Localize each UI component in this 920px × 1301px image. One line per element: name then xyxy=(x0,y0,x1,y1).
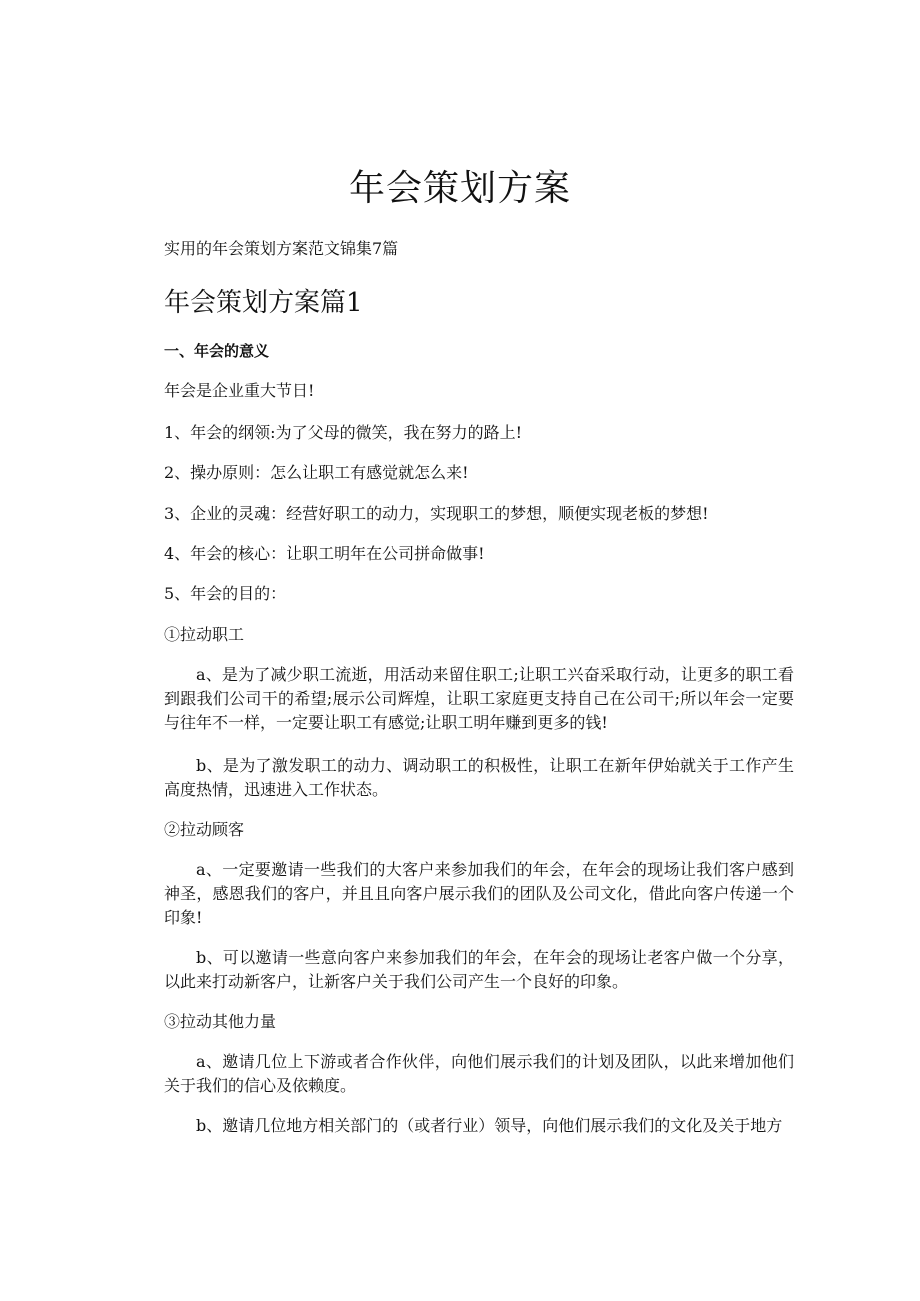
paragraph-text: b、邀请几位地方相关部门的（或者行业）领导，向他们展示我们的文化及关于地方 xyxy=(196,1116,783,1135)
paragraph: ③拉动其他力量 xyxy=(164,1012,277,1031)
paragraph-text: b、可以邀请一些意向客户来参加我们的年会，在年会的现场让老客户做一个分享，以此来打动新客户，让新客户关于我们公司产生一个良好的印象。 xyxy=(164,948,794,991)
sub-heading: 一、年会的意义 xyxy=(164,342,270,360)
paragraph-text: b、是为了激发职工的动力、调动职工的积极性，让职工在新年伊始就关于工作产生高度热情，迅速进入工作状态。 xyxy=(164,756,794,799)
paragraph: ②拉动顾客 xyxy=(164,820,245,839)
paragraph: 2、操办原则：怎么让职工有感觉就怎么来! xyxy=(164,463,469,482)
paragraph: 3、企业的灵魂：经营好职工的动力，实现职工的梦想，顺便实现老板的梦想! xyxy=(164,504,709,523)
paragraph: ①拉动职工 xyxy=(164,625,245,644)
document-title: 年会策划方案 xyxy=(348,168,571,209)
paragraph: 年会是企业重大节日! xyxy=(164,381,315,400)
paragraph xyxy=(164,754,794,802)
paragraph: 4、年会的核心：让职工明年在公司拼命做事! xyxy=(164,544,485,563)
paragraph xyxy=(164,663,794,735)
paragraph: 1、年会的纲领:为了父母的微笑，我在努力的路上! xyxy=(164,423,523,442)
paragraph xyxy=(164,1050,794,1098)
paragraph xyxy=(164,946,794,994)
paragraph: 5、年会的目的： xyxy=(164,584,287,603)
document-subtitle: 实用的年会策划方案范文锦集7篇 xyxy=(164,239,399,258)
paragraph-text: a、是为了减少职工流逝，用活动来留住职工;让职工兴奋采取行动，让更多的职工看到跟我们公司干的希望;展示公司辉煌，让职工家庭更支持自己在公司干;所以年会一定要与往年不一样，一定要让职工有感觉;让职工明年赚到更多的钱! xyxy=(164,665,794,732)
paragraph-text: a、一定要邀请一些我们的大客户来参加我们的年会，在年会的现场让我们客户感到神圣，感恩我们的客户，并且且向客户展示我们的团队及公司文化，借此向客户传递一个印象! xyxy=(164,860,794,927)
paragraph xyxy=(164,858,794,930)
section-heading: 年会策划方案篇1 xyxy=(164,288,363,318)
paragraph-text: a、邀请几位上下游或者合作伙伴，向他们展示我们的计划及团队，以此来增加他们关于我们的信心及依赖度。 xyxy=(164,1052,794,1095)
paragraph xyxy=(164,1114,794,1138)
